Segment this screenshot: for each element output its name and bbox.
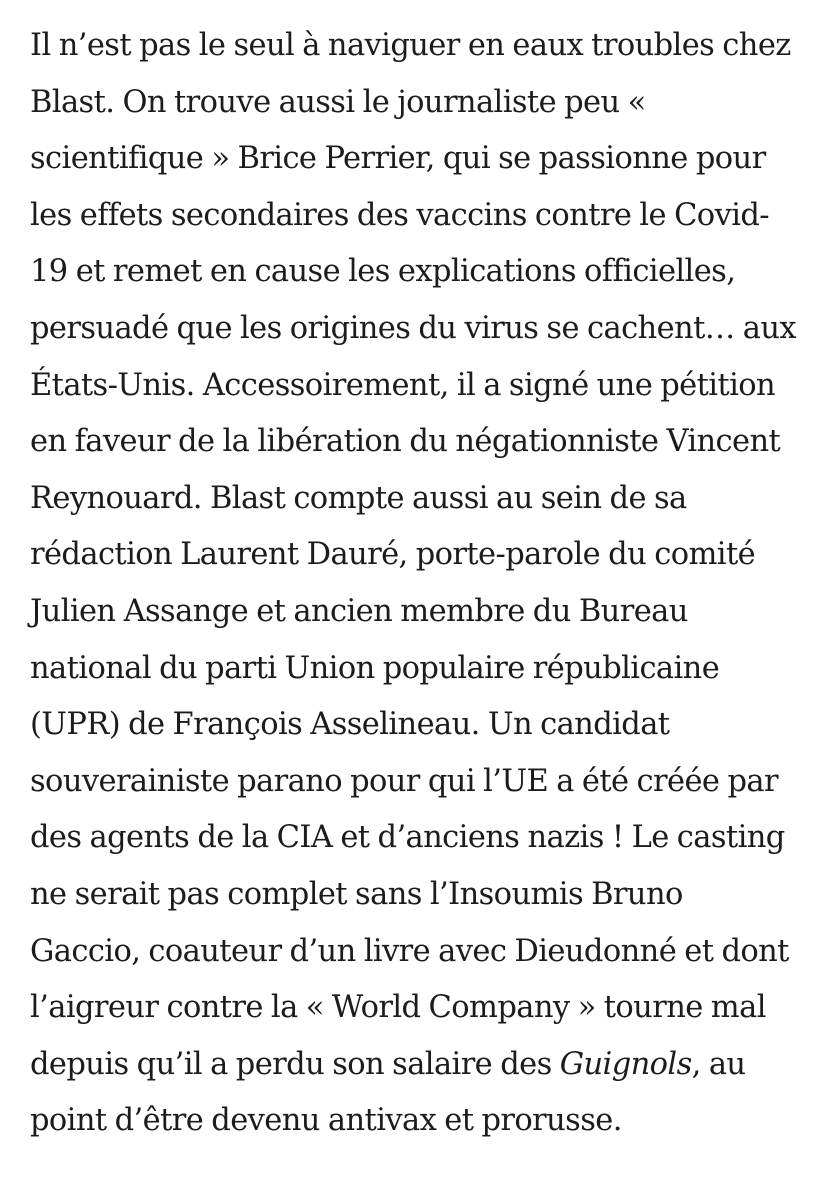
paragraph-line: rédaction Laurent Dauré, porte-parole du comité [30, 537, 756, 573]
paragraph-line: persuadé que les origines du virus se cachent… aux [30, 310, 796, 346]
paragraph-line: national du parti Union populaire républicaine [30, 650, 720, 686]
paragraph-line: des agents de la CIA et d’anciens nazis ! Le casting [30, 820, 785, 856]
paragraph-line: États-Unis. Accessoirement, il a signé une pétition [30, 367, 776, 403]
paragraph-line: 19 et remet en cause les explications officielles, [30, 254, 736, 290]
paragraph-line: scientifique » Brice Perrier, qui se passionne pour [30, 141, 766, 177]
paragraph-line: souverainiste parano pour qui l’UE a été créée par [30, 763, 778, 799]
paragraph-line: les effets secondaires des vaccins contre le Covid- [30, 197, 769, 233]
paragraph-line: Reynouard. Blast compte aussi au sein de sa [30, 480, 687, 516]
paragraph-line: point d’être devenu antivax et prorusse. [30, 1103, 622, 1139]
line-text: depuis qu’il a perdu son salaire des [30, 1046, 560, 1082]
paragraph-line: en faveur de la libération du négationniste Vincent [30, 424, 781, 460]
paragraph-line [30, 1037, 820, 1094]
article-paragraph [30, 18, 820, 1150]
show-title: Guignols [559, 1046, 692, 1082]
paragraph-line: Blast. On trouve aussi le journaliste peu « [30, 84, 646, 120]
paragraph-line: l’aigreur contre la « World Company » tourne mal [30, 990, 766, 1026]
paragraph-line: (UPR) de François Asselineau. Un candidat [30, 707, 670, 743]
paragraph-line: Il n’est pas le seul à naviguer en eaux troubles chez [30, 28, 791, 63]
paragraph-line: Julien Assange et ancien membre du Bureau [30, 593, 688, 629]
paragraph-line: ne serait pas complet sans l’Insoumis Bruno [30, 876, 683, 912]
line-text: , au [691, 1046, 746, 1082]
paragraph-line: Gaccio, coauteur d’un livre avec Dieudonné et dont [30, 933, 789, 969]
